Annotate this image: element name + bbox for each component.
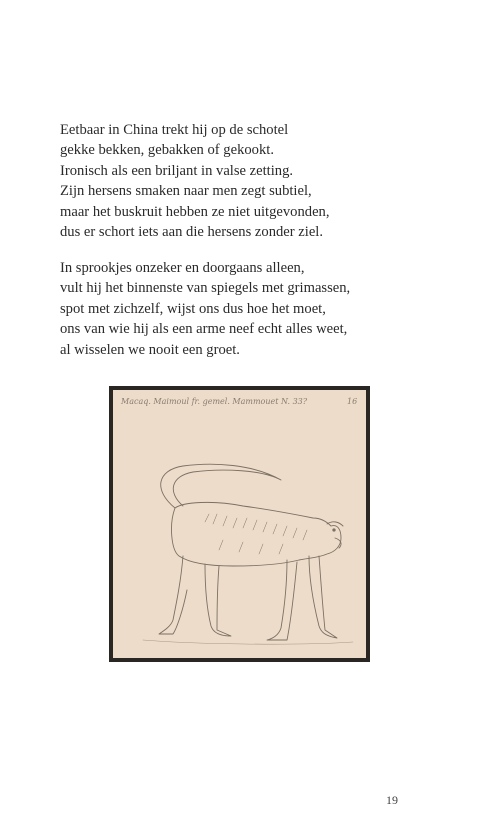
poem-line: Ironisch als een briljant in valse zetting. [60,162,294,179]
corner-mark: 16 [347,397,358,406]
paper-background [113,390,366,658]
poem-stanza-1 [60,120,440,242]
monkey-sketch [113,390,366,658]
page-number: 19 [386,793,398,807]
poem-line: spot met zichzelf, wijst ons dus hoe het moet, [60,300,326,317]
poem-line: dus er schort iets aan die hersens zonder ziel. [60,224,323,241]
poem-line: Eetbaar in China trekt hij op de schotel [60,122,289,138]
poem-line: In sprookjes onzeker en doorgaans alleen, [60,260,305,276]
handwritten-inscription: Macaq. Maimoul fr. gemel. Mammouet N. 33? [121,397,308,406]
poem-line: al wisselen we nooit een groet. [60,341,240,358]
poem-line: vult hij het binnenste van spiegels met grimassen, [60,280,351,297]
poem-line: Zijn hersens smaken naar men zegt subtiel, [60,183,312,200]
monkey-illustration [109,386,370,662]
poem-stanza-2 [60,258,440,360]
poem-line: ons van wie hij als een arme neef echt alles weet, [60,321,348,338]
monkey-eye [333,529,335,531]
poem-line: gekke bekken, gebakken of gekookt. [60,142,274,159]
poem-line: maar het buskruit hebben ze niet uitgevonden, [60,203,330,220]
